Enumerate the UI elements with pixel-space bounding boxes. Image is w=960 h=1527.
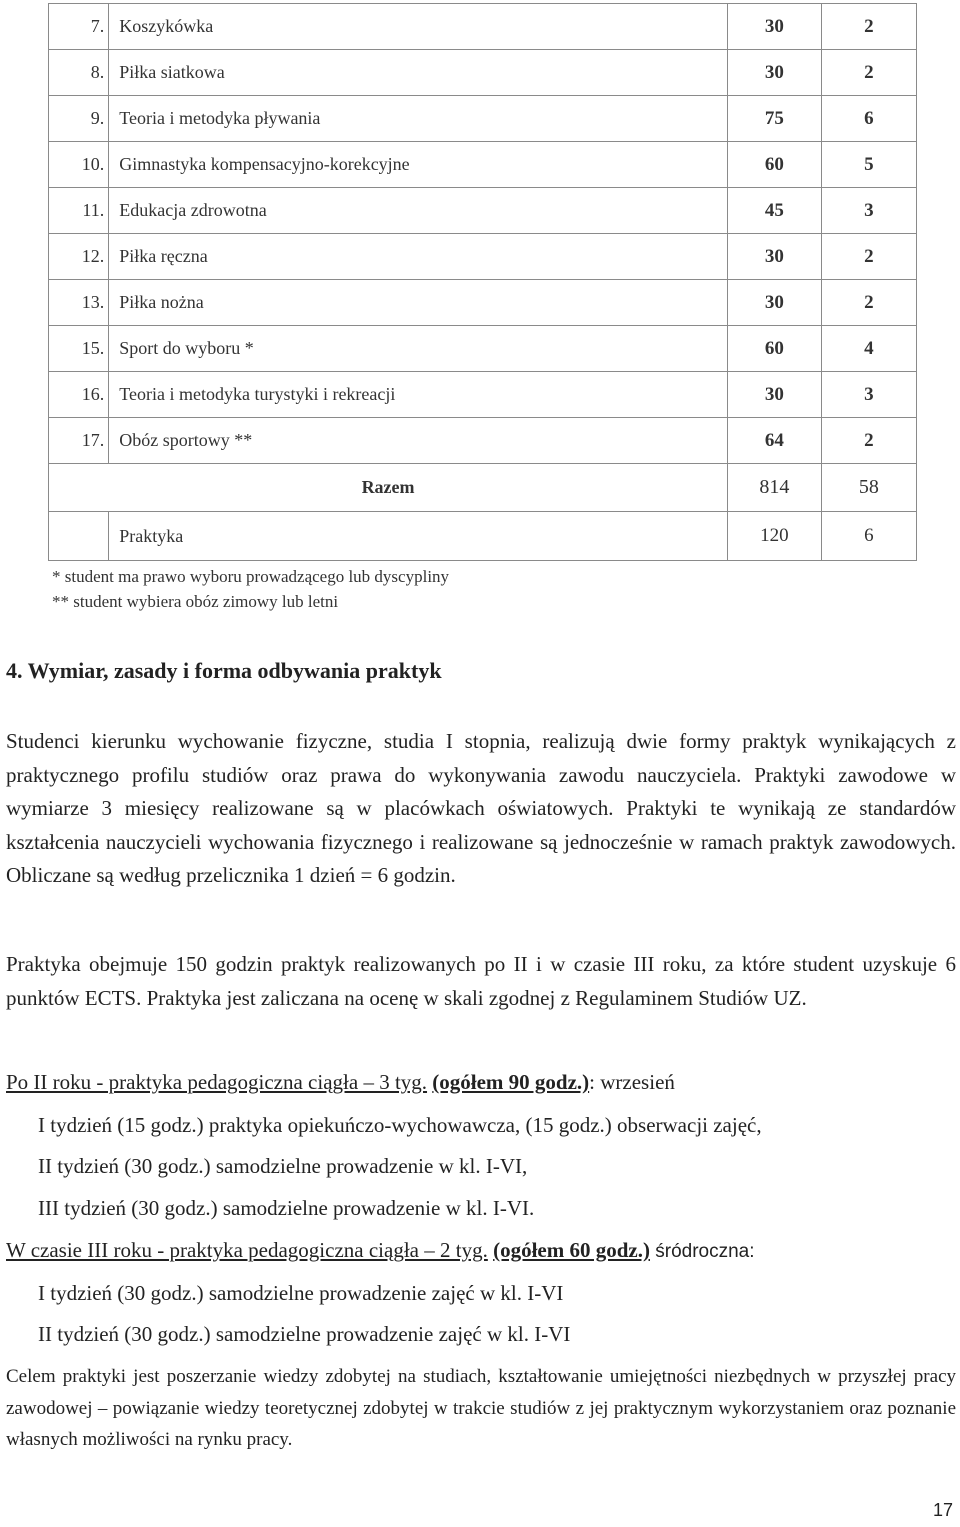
table-row [49, 4, 917, 50]
table-row [49, 96, 917, 142]
table-row [49, 280, 917, 326]
row-number: 15. [49, 326, 109, 372]
paragraph-practice-forms: Studenci kierunku wychowanie fizyczne, studia I stopnia, realizują dwie formy praktyk wynikających z praktycznego profilu studiów oraz prawa do wykonywania zawodu nauczyciela. Praktyki zawodowe w wymiarze 3 miesięcy realizowane są w placówkach oświatowych. Praktyki te wynikają ze standardów kształcenia nauczycieli wychowania fizycznego i realizowane są jednocześnie w ramach praktyk zawodowych. Obliczane są według przelicznika 1 dzień = 6 godzin. [6, 729, 956, 887]
row-number: 8. [49, 50, 109, 96]
row-number: 9. [49, 96, 109, 142]
year-3-practice-title: W czasie III roku - praktyka pedagogiczna ciągła – 2 tyg. [6, 1238, 488, 1262]
week-3-year-2: III tydzień (30 godz.) samodzielne prowadzenie w kl. I-VI. [38, 1196, 535, 1220]
row-number: 13. [49, 280, 109, 326]
paragraph-practice-hours: Praktyka obejmuje 150 godzin praktyk realizowanych po II i w czasie III roku, za które student uzyskuje 6 punktów ECTS. Praktyka jest zaliczana na ocenę w skali zgodnej z Regulaminem Studiów UZ. [6, 952, 956, 1010]
year-2-practice-total: (ogółem 90 godz.) [432, 1070, 590, 1094]
table-row [49, 418, 917, 464]
week-1-year-3: I tydzień (30 godz.) samodzielne prowadzenie zajęć w kl. I-VI [38, 1281, 564, 1305]
course-name: Obóz sportowy ** [109, 418, 728, 464]
row-number: 17. [49, 418, 109, 464]
row-number: 12. [49, 234, 109, 280]
course-ects: 2 [821, 418, 916, 464]
year-2-practice-line [6, 1070, 675, 1095]
course-hours: 30 [728, 234, 822, 280]
week-2-year-3: II tydzień (30 godz.) samodzielne prowadzenie zajęć w kl. I-VI [38, 1322, 571, 1346]
table-row [49, 188, 917, 234]
footnote-camp: ** student wybiera obóz zimowy lub letni [52, 592, 339, 611]
practice-label: Praktyka [109, 512, 728, 561]
courses-table [48, 3, 917, 561]
year-3-practice-timing: śródroczna: [649, 1241, 755, 1262]
total-row [49, 464, 917, 512]
table-row [49, 234, 917, 280]
table-row [49, 372, 917, 418]
practice-empty-cell [49, 512, 109, 561]
section-heading: 4. Wymiar, zasady i forma odbywania praktyk [6, 658, 442, 683]
course-ects: 2 [821, 50, 916, 96]
course-name: Piłka siatkowa [109, 50, 728, 96]
course-hours: 30 [728, 280, 822, 326]
course-ects: 2 [821, 280, 916, 326]
course-hours: 30 [728, 4, 822, 50]
course-hours: 60 [728, 326, 822, 372]
course-hours: 30 [728, 372, 822, 418]
course-ects: 2 [821, 4, 916, 50]
course-hours: 75 [728, 96, 822, 142]
table-row [49, 142, 917, 188]
course-ects: 6 [821, 96, 916, 142]
total-ects: 58 [821, 464, 916, 512]
week-2-year-2: II tydzień (30 godz.) samodzielne prowadzenie w kl. I-VI, [38, 1154, 528, 1178]
table-row [49, 326, 917, 372]
year-3-practice-line [6, 1238, 755, 1263]
course-name: Teoria i metodyka turystyki i rekreacji [109, 372, 728, 418]
course-name: Gimnastyka kompensacyjno-korekcyjne [109, 142, 728, 188]
week-1-year-2: I tydzień (15 godz.) praktyka opiekuńczo-wychowawcza, (15 godz.) obserwacji zajęć, [38, 1113, 762, 1137]
paragraph-practice-goal: Celem praktyki jest poszerzanie wiedzy zdobytej na studiach, kształtowanie umiejętności niezbędnych w przyszłej pracy zawodowej – powiązanie wiedzy teoretycznej zdobytej w trakcie studiów z jej praktycznym wykorzystaniem oraz poznanie własnych możliwości na rynku pracy. [6, 1366, 956, 1450]
year-2-practice-title: Po II roku - praktyka pedagogiczna ciągła – 3 tyg. [6, 1070, 428, 1094]
course-hours: 64 [728, 418, 822, 464]
row-number: 7. [49, 4, 109, 50]
course-name: Sport do wyboru * [109, 326, 728, 372]
row-number: 10. [49, 142, 109, 188]
course-name: Teoria i metodyka pływania [109, 96, 728, 142]
row-number: 16. [49, 372, 109, 418]
course-name: Piłka nożna [109, 280, 728, 326]
table-row [49, 50, 917, 96]
course-name: Edukacja zdrowotna [109, 188, 728, 234]
practice-hours: 120 [728, 512, 822, 561]
course-ects: 5 [821, 142, 916, 188]
total-label: Razem [49, 464, 728, 512]
row-number: 11. [49, 188, 109, 234]
course-ects: 3 [821, 188, 916, 234]
course-name: Koszykówka [109, 4, 728, 50]
practice-row [49, 512, 917, 561]
course-hours: 45 [728, 188, 822, 234]
year-2-practice-timing: : wrzesień [589, 1070, 675, 1094]
course-ects: 3 [821, 372, 916, 418]
course-ects: 2 [821, 234, 916, 280]
total-hours: 814 [728, 464, 822, 512]
course-name: Piłka ręczna [109, 234, 728, 280]
practice-ects: 6 [821, 512, 916, 561]
page-number: 17 [932, 1500, 953, 1520]
course-hours: 30 [728, 50, 822, 96]
course-ects: 4 [821, 326, 916, 372]
footnote-optional-sport: * student ma prawo wyboru prowadzącego lub dyscypliny [52, 567, 450, 586]
course-hours: 60 [728, 142, 822, 188]
year-3-practice-total: (ogółem 60 godz.) [493, 1238, 650, 1262]
